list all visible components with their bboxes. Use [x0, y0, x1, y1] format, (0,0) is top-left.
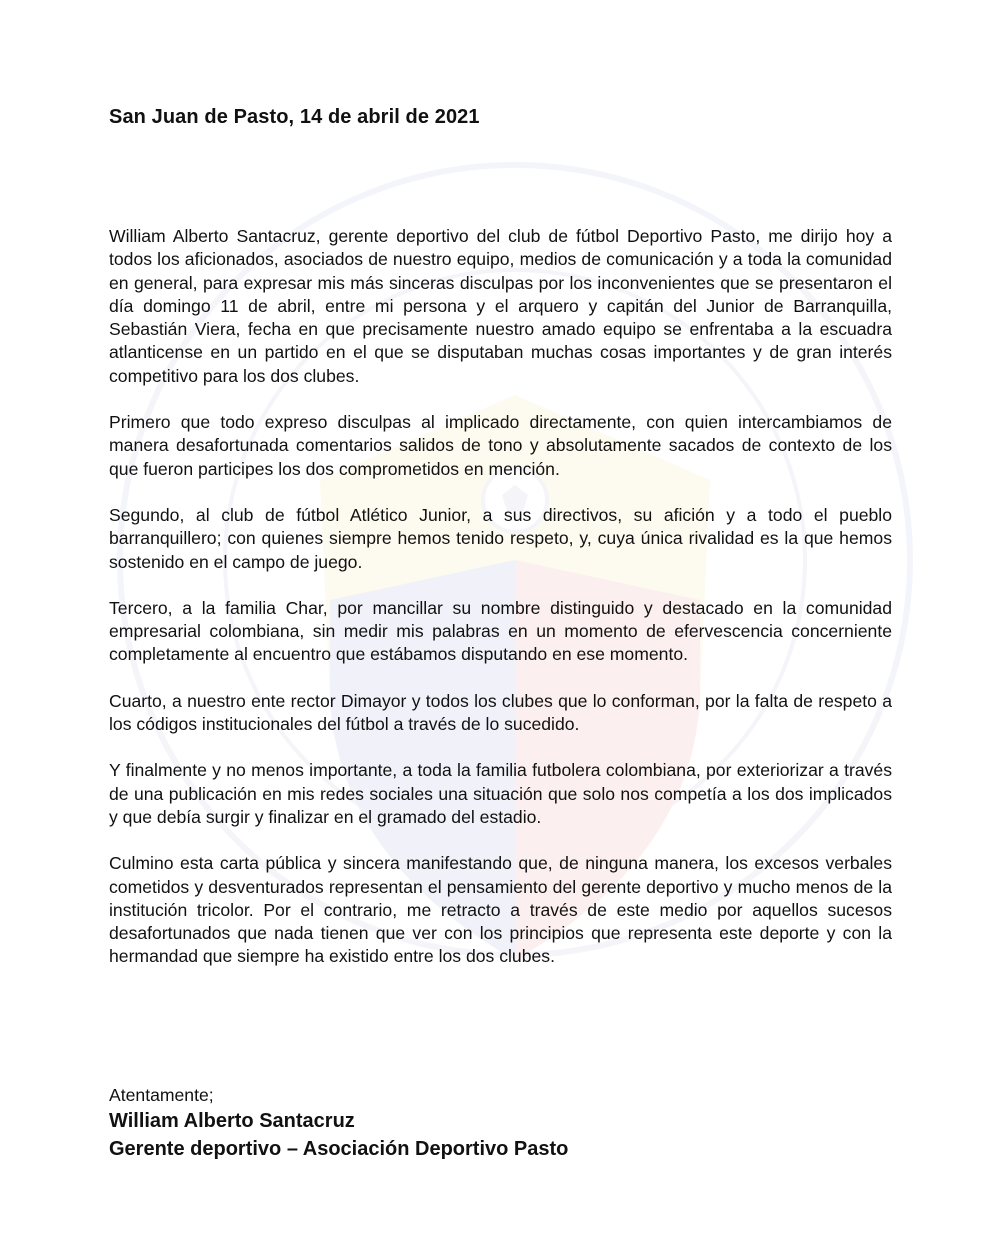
signer-name: William Alberto Santacruz: [109, 1110, 355, 1132]
signer-role: Gerente deportivo – Asociación Deportivo Pasto: [109, 1138, 569, 1160]
paragraph-fourth: Cuarto, a nuestro ente rector Dimayor y todos los clubes que lo conforman, por la falta de respeto a los códigos institucionales del fútbol a través de lo sucedido.: [109, 690, 892, 735]
letter-body: [109, 225, 892, 992]
letter-date: San Juan de Pasto, 14 de abril de 2021: [109, 106, 480, 128]
paragraph-finally: Y finalmente y no menos importante, a toda la familia futbolera colombiana, por exteriorizar a través de una publicación en mis redes sociales una situación que solo nos competía a los dos implicados y que debía surgir y finalizar en el gramado del estadio.: [109, 760, 892, 827]
paragraph-first: Primero que todo expreso disculpas al implicado directamente, con quien intercambiamos de manera desafortunada comentarios salidos de tono y absolutamente sacados de contexto de los que fueron participes los dos comprometidos en mención.: [109, 412, 892, 479]
signature-block: [109, 1083, 909, 1163]
paragraph-conclusion: Culmino esta carta pública y sincera manifestando que, de ninguna manera, los excesos verbales cometidos y desventurados representan el pensamiento del gerente deportivo y mucho menos de la institución tricolor. Por el contrario, me retracto a través de este medio por aquellos sucesos desafortunados que nada tienen que ver con los principios que representa este deporte y con la hermandad que siempre ha existido entre los dos clubes.: [109, 853, 892, 967]
paragraph-intro: William Alberto Santacruz, gerente deportivo del club de fútbol Deportivo Pasto, me dirijo hoy a todos los aficionados, asociados de nuestro equipo, medios de comunicación y a toda la comunidad en general, para expresar mis más sinceras disculpas por los inconvenientes que se presentaron el día domingo 11 de abril, entre mi persona y el arquero y capitán del Junior de Barranquilla, Sebastián Viera, fecha en que precisamente nuestro amado equipo se enfrentaba a la escuadra atlanticense en un partido en el que se disputaban muchas cosas importantes y de gran interés competitivo para los dos clubes.: [109, 226, 892, 386]
paragraph-third: Tercero, a la familia Char, por mancillar su nombre distinguido y destacado en la comunidad empresarial colombiana, sin medir mis palabras en un momento de efervescencia concerniente completamente al encuentro que estábamos disputando en ese momento.: [109, 597, 892, 665]
paragraph-second: Segundo, al club de fútbol Atlético Junior, a sus directivos, su afición y a todo el pueblo barranquillero; con quienes siempre hemos tenido respeto, y, cuya única rivalidad es la que hemos sostenido en el campo de juego.: [109, 504, 892, 572]
closing-salutation: Atentamente;: [109, 1085, 214, 1105]
